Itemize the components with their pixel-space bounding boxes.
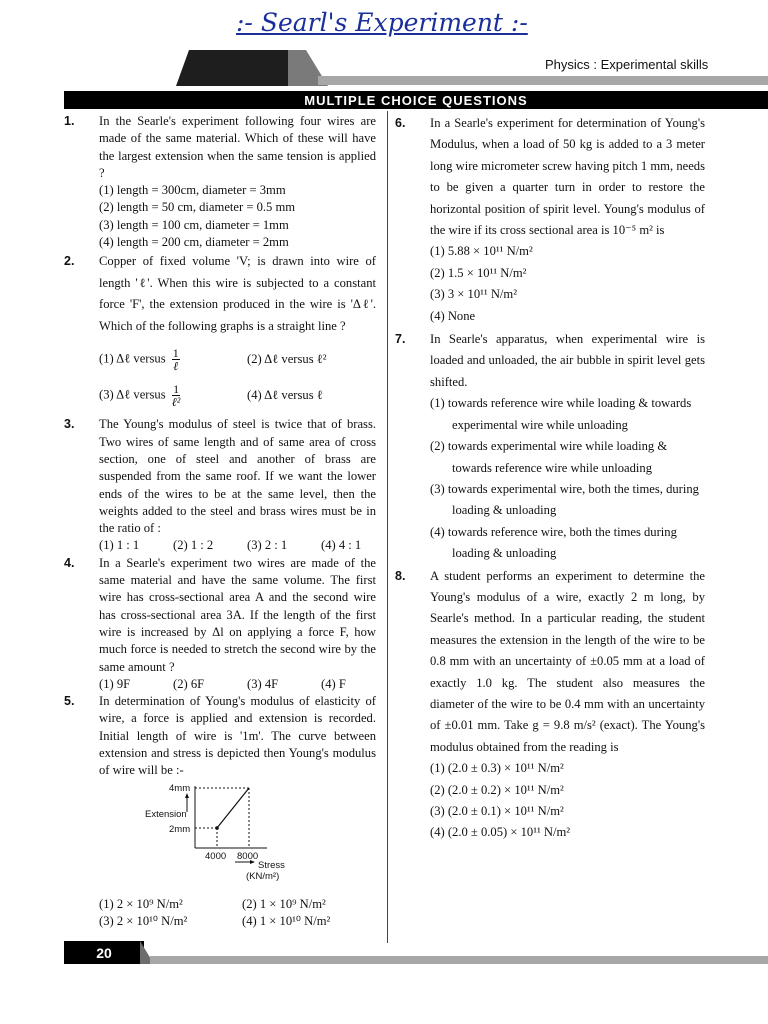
question-number: 7.	[395, 332, 406, 347]
question-text: In a Searle's experiment for determination of Young's Modulus, when a load of 50 kg is added to a 3 meter long wire micrometer screw having pitch 1 mm, needs to be given a quarter turn in order to restore the horizontal position of spirit level. Young's modulus of the wire if its cross sectional area is 10⁻⁵ m² is	[430, 116, 705, 238]
header-gray-band	[318, 76, 768, 85]
question-number: 3.	[64, 417, 75, 432]
graph-svg	[99, 780, 359, 896]
option-3: (3) length = 100 cm, diameter = 1mm	[99, 217, 289, 232]
option-4: (4) towards reference wire, both the times during loading & unloading	[430, 524, 677, 561]
x-tick-1: 4000	[205, 850, 227, 862]
option-2: (2) towards experimental wire while loading & towards reference wire while unloading	[430, 439, 668, 475]
option-3: (3) (2.0 ± 0.1) × 10¹¹ N/m²	[430, 804, 564, 818]
fraction-denominator: ℓ²	[171, 394, 181, 409]
question-6	[395, 113, 705, 327]
option-4: (4) length = 200 cm, diameter = 2mm	[99, 235, 289, 250]
option-4: (4) None	[430, 308, 476, 323]
question-number: 5.	[64, 694, 75, 709]
option-2: (2) 1.5 × 10¹¹ N/m²	[430, 265, 527, 280]
option-3	[99, 383, 247, 408]
option-2: (2) 6F	[173, 676, 205, 691]
y-tick-top: 4mm	[169, 782, 191, 794]
question-text: In the Searle's experiment following four wires are made of the same material. Which of these will have the largest extension when the same tension is applied ?	[99, 114, 376, 180]
option-2: (2) length = 50 cm, diameter = 0.5 mm	[99, 200, 296, 215]
question-text: A student performs an experiment to determine the Young's modulus of a wire, exactly 2 m long, by Searle's method. In a particular reading, the student measures the extension in the length of the wire to be 0.8 mm with an uncertainty of ±0.05 mm at a load of exactly 1.0 kg. The student also measures the diameter of the wire to be 0.4 mm with an uncertainty of ±0.01 mm. Take g = 9.8 m/s² (exact). The Young's modulus obtained from the reading is	[430, 568, 705, 754]
option-row	[99, 896, 376, 913]
option-4: (4) (2.0 ± 0.05) × 10¹¹ N/m²	[430, 825, 571, 840]
fraction-numerator: 1	[173, 381, 180, 396]
header-dark-band	[176, 50, 306, 86]
option-row	[99, 537, 376, 554]
question-7	[395, 329, 705, 564]
question-text: In determination of Young's modulus of elasticity of wire, a force is applied and extension is recorded. Initial length of wire is '1m'. The curve between extension and stress is depicted then Young's modulus of wire will be :-	[99, 694, 376, 778]
question-8	[395, 566, 705, 844]
option-4: (4) F	[321, 676, 346, 691]
question-1	[64, 113, 376, 251]
option-1: (1) towards reference wire while loading & towards experimental wire while unloading	[430, 396, 692, 432]
extension-stress-graph	[99, 780, 376, 896]
fraction-denominator: ℓ	[173, 358, 179, 373]
question-number: 4.	[64, 555, 75, 570]
option-2: (2) 1 : 2	[173, 538, 214, 553]
option-row	[99, 377, 376, 413]
option-4: (4) 1 × 10¹⁰ N/m²	[242, 913, 331, 928]
question-3	[64, 416, 376, 554]
question-number: 8.	[395, 568, 406, 583]
question-2	[64, 251, 376, 413]
option-1: (1) 2 × 10⁹ N/m²	[99, 896, 183, 911]
option-4: (4) 4 : 1	[321, 538, 362, 553]
column-divider	[387, 111, 388, 943]
fraction	[172, 383, 181, 408]
option-1: (1) length = 300cm, diameter = 3mm	[99, 183, 286, 198]
x-axis-unit: (KN/m²)	[246, 870, 280, 882]
question-number: 6.	[395, 116, 406, 130]
option-1: (1) 9F	[99, 676, 131, 691]
question-5	[64, 693, 376, 930]
question-text: The Young's modulus of steel is twice that of brass. Two wires of same length and of same area of cross section, one of steel and another of brass are suspended from the same roof. If we want the lower ends of the wires to be at the same level, then the weights added to the steel and brass wires must be in the ratio of :	[99, 417, 376, 536]
option-label: (1) Δℓ versus	[99, 351, 166, 366]
footer-gray-band	[150, 956, 768, 964]
x-axis-label: Stress	[258, 859, 285, 871]
data-line	[217, 788, 249, 828]
option-row	[99, 341, 376, 377]
question-number: 1.	[64, 114, 75, 128]
y-axis-label: Extension	[145, 808, 187, 820]
page-title: :- Searl's Experiment :-	[236, 8, 528, 37]
page-number: 20	[64, 941, 144, 964]
option-3: (3) 3 × 10¹¹ N/m²	[430, 287, 517, 302]
section-heading: MULTIPLE CHOICE QUESTIONS	[64, 91, 768, 109]
option-label: (3) Δℓ versus	[99, 387, 166, 402]
option-3: (3) 2 : 1	[247, 538, 288, 553]
question-4	[64, 555, 376, 693]
option-2: (2) 1 × 10⁹ N/m²	[242, 896, 326, 911]
question-text: In a Searle's experiment two wires are made of the same material and have the same volume. The first wire has cross-sectional area A and the second wire has cross-sectional area 3A. If the length of the first wire is increased by Δl on applying a force F, how much force is needed to stretch the second wire by the same amount ?	[99, 555, 376, 674]
option-1: (1) 1 : 1	[99, 538, 140, 553]
right-column	[395, 113, 705, 844]
option-3: (3) towards experimental wire, both the times, during loading & unloading	[430, 481, 699, 518]
question-text: Copper of fixed volume 'V; is drawn into wire of length 'ℓ'. When this wire is subjected to a constant force 'F', the extension produced in the wire is 'Δℓ'. Which of the following graphs is a straight line ?	[99, 254, 376, 333]
option-1: (1) (2.0 ± 0.3) × 10¹¹ N/m²	[430, 761, 564, 776]
option-2: (2) Δℓ versus ℓ²	[247, 351, 327, 366]
option-row	[99, 676, 376, 693]
data-point	[215, 826, 219, 830]
option-4: (4) Δℓ versus ℓ	[247, 387, 323, 402]
fraction	[172, 347, 180, 372]
option-3: (3) 2 × 10¹⁰ N/m²	[99, 913, 188, 928]
option-1: (1) 5.88 × 10¹¹ N/m²	[430, 244, 533, 259]
fraction-numerator: 1	[172, 345, 179, 360]
y-tick-mid: 2mm	[169, 823, 191, 835]
question-number: 2.	[64, 254, 75, 269]
option-2: (2) (2.0 ± 0.2) × 10¹¹ N/m²	[430, 782, 564, 797]
option-1	[99, 347, 247, 372]
x-tick-2: 8000	[237, 850, 259, 862]
option-3: (3) 4F	[247, 676, 279, 691]
left-column	[64, 113, 376, 930]
option-row	[99, 913, 376, 930]
subject-label: Physics : Experimental skills	[545, 57, 709, 72]
question-text: In Searle's apparatus, when experimental wire is loaded and unloaded, the air bubble in spirit level gets shifted.	[430, 332, 705, 389]
